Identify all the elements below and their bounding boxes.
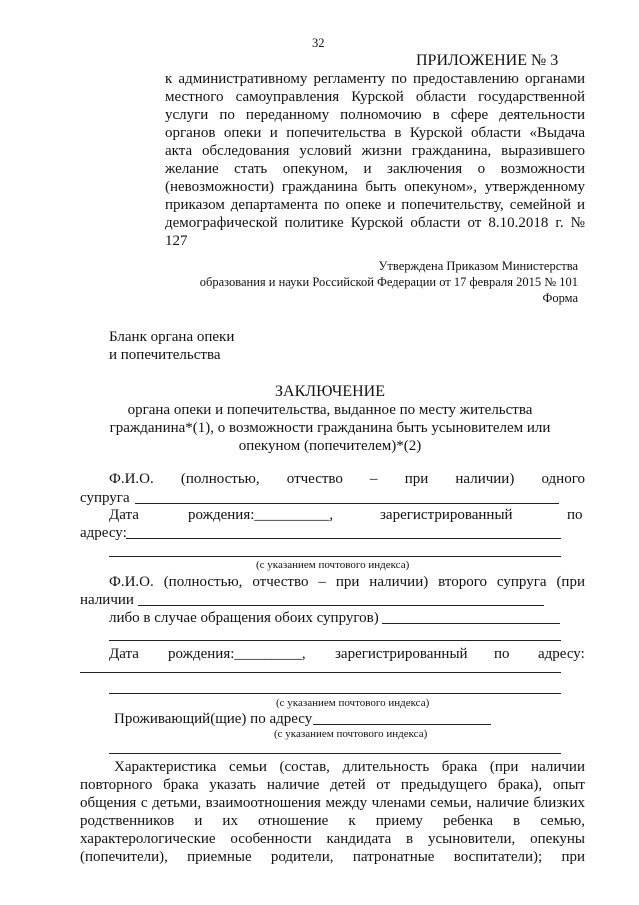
address2-input-line[interactable] [80,672,561,673]
appendix-line: (невозможности) гражданина быть опекуном», утвержденному [165,179,585,195]
address1-label: адресу: [80,525,127,541]
fio1-input-line[interactable] [135,503,559,504]
characteristic-line: Характеристика семьи (состав, длительность брака (при наличии [114,759,585,775]
postal-hint-3: (с указанием почтового индекса) [274,728,428,740]
conclusion-subtitle: гражданина*(1), о возможности гражданина быть усыновителем или [109,420,551,436]
fio1-spouse-label: супруга [80,490,130,506]
page-number: 32 [312,36,325,50]
conclusion-subtitle: опекуном (попечителем)*(2) [238,438,422,454]
approval-line: Утверждена Приказом Министерства [378,259,578,273]
characteristic-line: характерологические особенности кандидата в усыновители, опекуны [80,831,585,847]
approval-line: образования и науки Российской Федерации от 17 февраля 2015 № 101 [199,275,578,289]
conclusion-subtitle: органа опеки и попечительства, выданное по месту жительства [127,402,533,418]
appendix-line: услуги по переданному полномочию в сфере деятельности [165,107,585,123]
fio2-input-line-2[interactable] [382,623,560,624]
blank-line: Бланк органа опеки [109,329,235,345]
conclusion-title: ЗАКЛЮЧЕНИЕ [275,383,385,400]
appendix-title: ПРИЛОЖЕНИЕ № 3 [416,52,559,69]
appendix-line: 127 [165,233,188,249]
postal-hint: (с указанием почтового индекса) [256,559,410,571]
dob1-field[interactable]: рождения:__________, [188,507,334,523]
approval-form-label: Форма [542,291,578,305]
blank-line: и попечительства [109,347,221,363]
address1-input-line-2[interactable] [109,556,561,557]
fio2-input-line-3[interactable] [109,640,561,641]
registered-label: зарегистрированный [380,507,513,523]
dob2-label: Дата [109,646,139,662]
appendix-line: к административному регламенту по предоставлению органами [165,71,585,87]
registered2-label: зарегистрированный [335,646,468,662]
characteristic-line: родственников и их отношение к приему ребенка в семью, [80,813,585,829]
living-address-input-line-2[interactable] [109,753,561,754]
fio2-input-line[interactable] [138,605,544,606]
fio2-label: Ф.И.О. (полностью, отчество – при наличии) второго супруга (при [109,574,585,590]
appendix-line: приказом департамента по опеке и попечительству, семейной и [165,197,585,213]
appendix-line: органов опеки и попечительства в Курской области «Выдача [165,125,585,141]
fio2-both-spouses: либо в случае обращения обоих супругов) [109,610,379,626]
appendix-line: местного самоуправления Курской области государственной [165,89,585,105]
characteristic-line: общения с детьми, взаимоотношения между членами семьи, наличие близких [80,795,585,811]
characteristic-line: повторного брака указать наличие детей от предыдущего брака), опыт [80,777,585,793]
address1-input-line[interactable] [126,538,561,539]
appendix-line: демографической политике Курской области от 8.10.2018 г. № [165,215,585,231]
characteristic-line: (попечители), приемные родители, патронатные воспитатели); при [80,849,585,865]
address2-input-line-2[interactable] [109,693,561,694]
po-label: по [567,507,583,523]
fio1-label: Ф.И.О. (полностью, отчество – при наличии) одного [109,471,585,487]
address2-label: адресу: [538,646,585,662]
living-address-input-line[interactable] [313,724,491,725]
appendix-line: желание стать опекуном, и заключения о возможности [165,161,585,177]
dob1-label: Дата [109,507,139,523]
appendix-line: акта обследования условий жизни гражданина, выразившего [165,143,585,159]
po2-label: по [494,646,510,662]
fio2-if-any: наличии [80,592,134,608]
postal-hint-2: (с указанием почтового индекса) [276,697,430,709]
dob2-field[interactable]: рождения:_________, [168,646,306,662]
living-address-label: Проживающий(щие) по адресу [114,711,313,727]
